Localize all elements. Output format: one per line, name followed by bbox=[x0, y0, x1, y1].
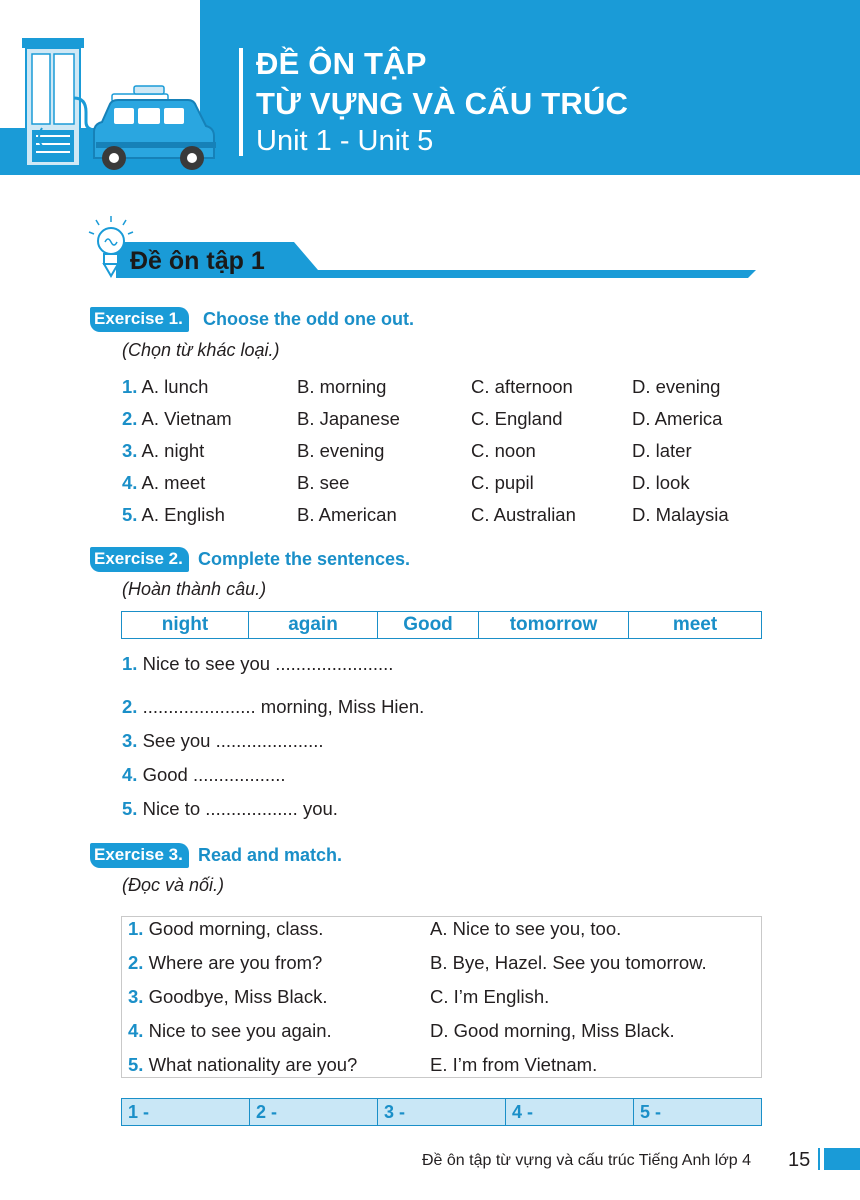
footer-book-title: Đề ôn tập từ vựng và cấu trúc Tiếng Anh lớp 4 bbox=[422, 1152, 751, 1169]
header-title-line2: TỪ VỰNG VÀ CẤU TRÚC bbox=[256, 86, 629, 121]
answer-box[interactable]: 4 - bbox=[506, 1099, 634, 1125]
page-number: 15 bbox=[788, 1149, 811, 1171]
exercise2-sentence: 4. Good .................. bbox=[122, 764, 286, 785]
match-row: 4. Nice to see you again. D. Good morning, Miss Black. bbox=[128, 1020, 675, 1041]
exercise3-instruction: Read and match. bbox=[198, 845, 343, 865]
answer-box[interactable]: 2 - bbox=[250, 1099, 378, 1125]
footer-accent-block bbox=[824, 1148, 860, 1170]
exercise2-translation: (Hoàn thành câu.) bbox=[122, 579, 267, 599]
exercise3-translation: (Đọc và nối.) bbox=[122, 875, 225, 895]
header-divider bbox=[239, 48, 243, 156]
exercise2-sentence: 5. Nice to .................. you. bbox=[122, 798, 338, 819]
footer-accent-line bbox=[818, 1148, 820, 1170]
exercise1-item: 3. A. night B. evening C. noon D. later bbox=[122, 440, 692, 461]
exercise3-label: Exercise 3. bbox=[90, 843, 189, 868]
exercise1-item: 5. A. English B. American C. Australian D. Malaysia bbox=[122, 504, 729, 525]
exercise2-sentence: 3. See you ..................... bbox=[122, 730, 324, 751]
gas-station-car-illustration bbox=[22, 38, 232, 170]
match-row: 5. What nationality are you? E. I’m from Vietnam. bbox=[128, 1054, 598, 1075]
word-bank-item: night bbox=[122, 612, 249, 638]
answer-box[interactable]: 5 - bbox=[640, 1102, 662, 1122]
section-title: Đề ôn tập 1 bbox=[130, 247, 265, 275]
exercise1-translation: (Chọn từ khác loại.) bbox=[122, 340, 280, 360]
match-row: 3. Goodbye, Miss Black. C. I’m English. bbox=[128, 986, 550, 1007]
answer-boxes bbox=[121, 1098, 762, 1126]
exercise1-item: 1. A. lunch B. morning C. afternoon D. evening bbox=[122, 376, 721, 397]
car-icon bbox=[94, 86, 216, 170]
fuel-pump-icon bbox=[22, 38, 102, 166]
header-title-line1: ĐỀ ÔN TẬP bbox=[256, 46, 427, 81]
match-row: 2. Where are you from? B. Bye, Hazel. See you tomorrow. bbox=[128, 952, 707, 973]
exercise1-instruction: Choose the odd one out. bbox=[203, 309, 414, 329]
exercise2-label: Exercise 2. bbox=[90, 547, 189, 572]
match-row: 1. Good morning, class. A. Nice to see you, too. bbox=[128, 918, 622, 939]
exercise2-sentence: 2. ...................... morning, Miss Hien. bbox=[122, 696, 425, 717]
word-bank-item: Good bbox=[378, 612, 479, 638]
lightbulb-icon bbox=[86, 214, 136, 278]
answer-box[interactable]: 3 - bbox=[378, 1099, 506, 1125]
exercise1-item: 4. A. meet B. see C. pupil D. look bbox=[122, 472, 690, 493]
answer-box[interactable]: 1 - bbox=[122, 1099, 250, 1125]
exercise2-sentence: 1. Nice to see you ....................... bbox=[122, 653, 394, 674]
exercise1-label: Exercise 1. bbox=[90, 307, 189, 332]
match-table bbox=[121, 916, 762, 1078]
word-bank-item: tomorrow bbox=[479, 612, 629, 638]
exercise2-instruction: Complete the sentences. bbox=[198, 549, 411, 569]
word-bank bbox=[121, 611, 762, 639]
header-subtitle: Unit 1 - Unit 5 bbox=[256, 125, 434, 157]
exercise1-item: 2. A. Vietnam B. Japanese C. England D. America bbox=[122, 408, 723, 429]
word-bank-item: again bbox=[249, 612, 378, 638]
word-bank-item: meet bbox=[672, 614, 718, 635]
